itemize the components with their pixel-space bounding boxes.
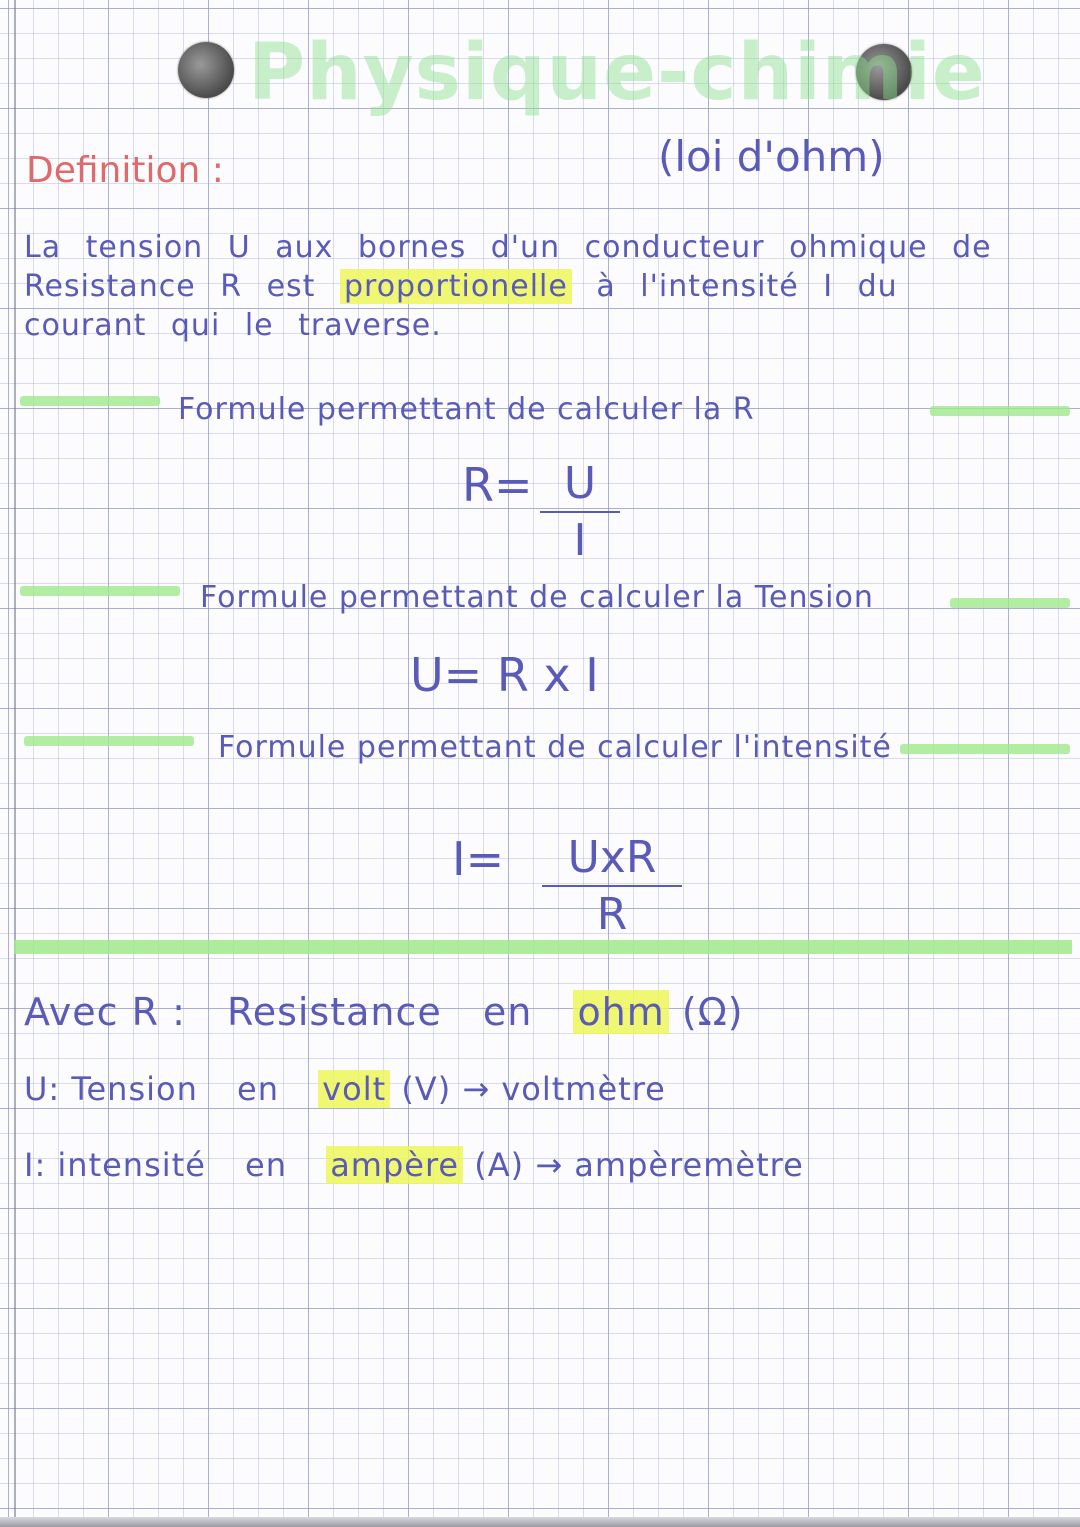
fraction-bar xyxy=(542,885,682,887)
highlight-rule-right xyxy=(930,406,1070,416)
formula-heading-tension: Formule permettant de calculer la Tension xyxy=(200,580,874,615)
page-bottom-edge xyxy=(0,1517,1080,1527)
formula-heading-resistance: Formule permettant de calculer la R xyxy=(178,392,755,427)
fraction-bar xyxy=(540,511,620,513)
margin-line xyxy=(14,0,16,1527)
legend-resistance-unit-prefix: en xyxy=(482,990,533,1034)
legend-tension-after: (V) → voltmètre xyxy=(401,1070,666,1108)
definition-highlight: proportionelle xyxy=(340,269,572,304)
formula-intensity-denominator: R xyxy=(596,889,628,940)
page-title: Physique-chimie xyxy=(248,28,986,118)
legend-intensity-after: (A) → ampèremètre xyxy=(474,1146,804,1184)
formula-tension: U= R x I xyxy=(410,648,599,702)
highlight-rule-left xyxy=(20,586,180,596)
page-subtitle: (loi d'ohm) xyxy=(658,132,885,181)
section-divider xyxy=(14,940,1072,954)
formula-resistance-fraction xyxy=(540,458,620,566)
punch-hole-left xyxy=(178,42,234,98)
legend-resistance-name: Resistance xyxy=(227,990,442,1034)
legend-intensity xyxy=(24,1146,804,1184)
definition-text xyxy=(24,228,1024,345)
formula-intensity-fraction xyxy=(542,832,682,940)
highlight-rule-right xyxy=(950,598,1070,608)
legend-resistance xyxy=(24,990,744,1034)
legend-intensity-symbol: I: intensité xyxy=(24,1146,206,1184)
formula-intensity-lhs: I= xyxy=(452,832,505,886)
definition-text-after: à l'intensité I du courant qui le traverse. xyxy=(24,269,898,343)
legend-tension xyxy=(24,1070,666,1108)
definition-text-before: La tension U aux bornes d'un conducteur ohmique de Resistance R est xyxy=(24,230,992,304)
highlight-rule-right xyxy=(900,744,1070,754)
legend-resistance-symbol: Avec R : xyxy=(24,990,186,1034)
formula-resistance-denominator: I xyxy=(573,515,587,566)
definition-label: Definition : xyxy=(26,150,224,191)
legend-intensity-unit: ampère xyxy=(326,1146,463,1184)
legend-resistance-unit: ohm xyxy=(573,990,668,1034)
formula-resistance-numerator: U xyxy=(563,458,597,509)
legend-intensity-unit-prefix: en xyxy=(245,1146,288,1184)
formula-resistance-lhs: R= xyxy=(462,458,533,512)
formula-heading-intensity: Formule permettant de calculer l'intensité xyxy=(218,730,892,765)
highlight-rule-left xyxy=(24,736,194,746)
legend-tension-symbol: U: Tension xyxy=(24,1070,198,1108)
legend-tension-unit: volt xyxy=(318,1070,390,1108)
highlight-rule-left xyxy=(20,396,160,406)
formula-intensity-numerator: UxR xyxy=(567,832,657,883)
legend-tension-unit-prefix: en xyxy=(237,1070,280,1108)
legend-resistance-after: (Ω) xyxy=(681,990,744,1034)
